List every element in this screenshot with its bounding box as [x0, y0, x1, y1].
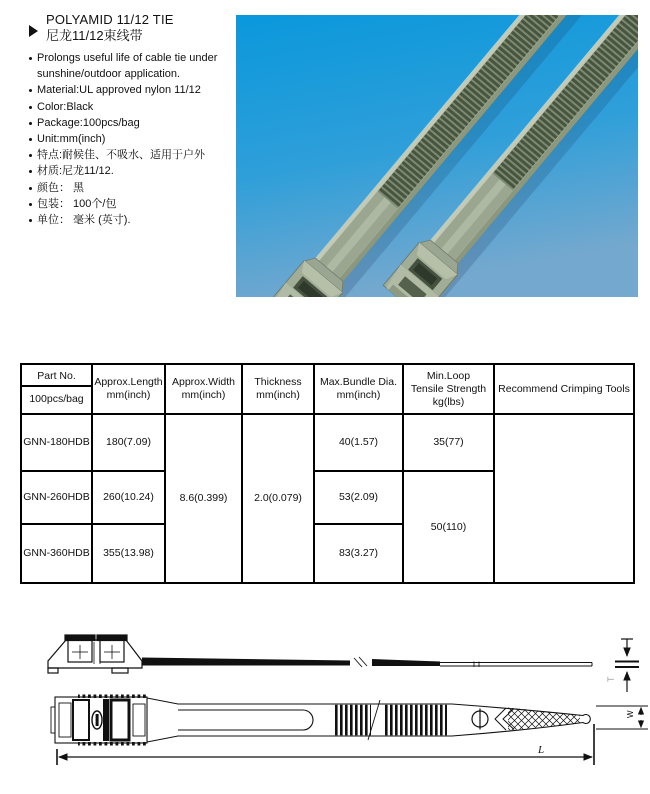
- col-header-thickness: Thickness mm(inch): [242, 364, 314, 414]
- col-header-tensile: Min.Loop Tensile Strength kg(lbs): [403, 364, 494, 414]
- top-view-drawing: [51, 695, 590, 746]
- col-header-bundle-dia: Max.Bundle Dia. mm(inch): [314, 364, 403, 414]
- triangle-bullet-icon: [29, 25, 38, 37]
- cell-thickness-merged: 2.0(0.079): [242, 414, 314, 583]
- side-view-drawing: [48, 635, 592, 673]
- spec-table: [20, 363, 635, 584]
- col-header-part-no: Part No. 100pcs/bag: [21, 364, 92, 414]
- cell-width-merged: 8.6(0.399): [165, 414, 242, 583]
- cell-length: 355(13.98): [92, 524, 165, 583]
- feature-list: [28, 50, 236, 228]
- table-row: [21, 414, 634, 471]
- feature-item: 包装： 100个/包: [28, 196, 236, 212]
- col-header-length: Approx.Length mm(inch): [92, 364, 165, 414]
- cell-bundle: 53(2.09): [314, 471, 403, 524]
- feature-item: Color:Black: [28, 99, 236, 115]
- dim-label-length: L: [538, 744, 545, 756]
- cell-length: 260(10.24): [92, 471, 165, 524]
- cell-part: GNN-180HDB: [21, 414, 92, 471]
- cell-tensile: 35(77): [403, 414, 494, 471]
- cell-crimping-tools: [494, 414, 634, 583]
- product-photo: [236, 15, 638, 297]
- feature-item: Package:100pcs/bag: [28, 115, 236, 131]
- feature-item: Unit:mm(inch): [28, 131, 236, 147]
- feature-item: 颜色： 黑: [28, 180, 236, 196]
- feature-item: 特点:耐候佳、不吸水、适用于户外: [28, 147, 236, 163]
- dimension-drawing: [0, 612, 650, 794]
- cable-ties-image: [236, 15, 638, 297]
- feature-item: Prolongs useful life of cable tie under sunshine/outdoor application.: [28, 50, 236, 82]
- cell-bundle: 83(3.27): [314, 524, 403, 583]
- technical-drawings: [0, 612, 650, 794]
- cell-bundle: 40(1.57): [314, 414, 403, 471]
- cell-part: GNN-260HDB: [21, 471, 92, 524]
- product-info: [28, 12, 236, 228]
- thickness-dimension: [606, 639, 639, 692]
- col-header-crimping-tools: Recommend Crimping Tools: [494, 364, 634, 414]
- width-dimension: [596, 706, 648, 729]
- product-title-en: POLYAMID 11/12 TIE: [46, 12, 174, 27]
- feature-item: 单位： 毫米 (英寸).: [28, 212, 236, 228]
- feature-item: Material:UL approved nylon 11/12: [28, 82, 236, 98]
- cell-length: 180(7.09): [92, 414, 165, 471]
- product-title: [28, 12, 236, 44]
- feature-item: 材质:尼龙11/12.: [28, 163, 236, 179]
- cell-tensile-merged: 50(110): [403, 471, 494, 583]
- dim-label-thickness: T: [606, 676, 616, 682]
- col-header-width: Approx.Width mm(inch): [165, 364, 242, 414]
- table-header-row: [21, 364, 634, 414]
- product-title-zh: 尼龙11/12束线带: [46, 28, 143, 43]
- cell-part: GNN-360HDB: [21, 524, 92, 583]
- dim-label-width: W: [626, 710, 635, 718]
